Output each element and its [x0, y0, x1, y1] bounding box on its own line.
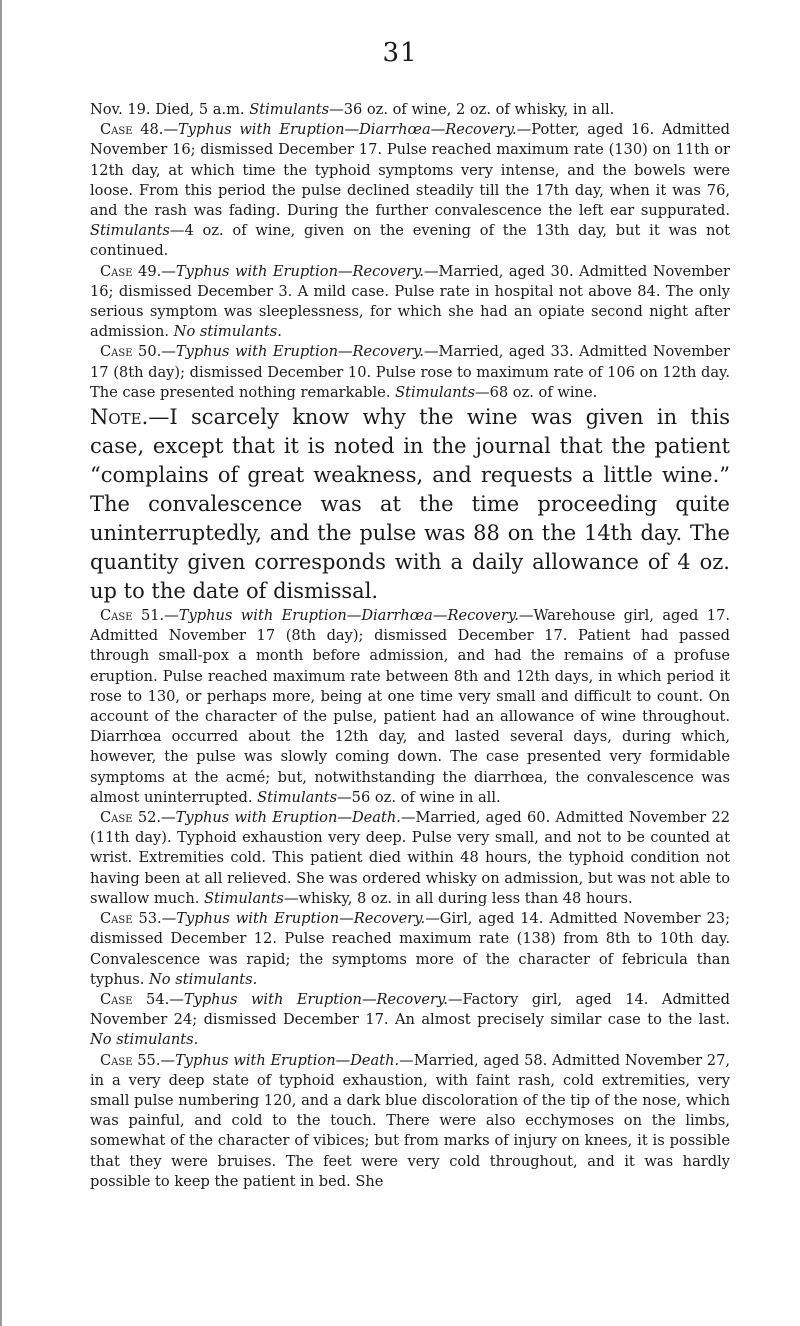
case-55 — [90, 1051, 730, 1192]
note-paragraph — [90, 403, 730, 606]
case-number: Case 53. — [100, 910, 162, 928]
case-number: Case 50. — [100, 343, 162, 361]
stimulants-label: No stimulants. — [173, 323, 282, 341]
case-text: —Potter, aged 16. Admitted November 16; dismissed December 17. Pulse reached maximum rate (130) on 11th or 12th day, at which time the typhoid symptoms very intense, and the bowels were loose. From this period the pulse declined steadily till the 17th day, when it was 76, and the rash was fading. During the further convalescence the left ear suppurated. — [90, 121, 730, 220]
note-label: Note. — [90, 405, 149, 430]
entry-nov-19 — [90, 100, 730, 120]
case-title: —Typhus with Eruption—Diarrhœa—Recovery. — [163, 121, 517, 139]
stimulants-label: Stimulants — [90, 222, 170, 240]
stimulants-label: Stimulants — [257, 788, 338, 806]
case-number: Case 48. — [100, 121, 164, 139]
case-text: —Factory girl, aged 14. Admitted November 24; dismissed December 17. An almost precisely similar case to the last. — [90, 990, 730, 1029]
case-text: —Married, aged 60. Admitted November 22 (11th day). Typhoid exhaustion very deep. Pulse very small, and not to be counted at wrist. Extremities cold. This patient died within 48 hours, the typhoid condition not having been at all relieved. She was ordered whisky on admission, but was not able to swallow much. — [90, 809, 731, 907]
page-number: 31 — [382, 38, 418, 68]
case-51 — [90, 606, 730, 808]
stimulants-text: —36 oz. of wine, 2 oz. of whisky, in all. — [329, 101, 615, 118]
stimulants-label: No stimulants. — [149, 970, 258, 988]
case-title: —Typhus with Eruption—Recovery. — [161, 910, 426, 928]
case-50 — [90, 342, 730, 403]
stimulants-text: —56 oz. of wine in all. — [337, 788, 501, 806]
note-text: —I scarcely know why the wine was given in this case, except that it is noted in the journal that the patient “complains of great weakness, and requests a little wine.” The convalescence was at the time proceeding quite uninterruptedly, and the pulse was 88 on the 14th day. The quantity given corresponds with a daily allowance of 4 oz. up to the date of dismissal. — [90, 405, 730, 604]
stimulants-label: Stimulants — [204, 889, 284, 907]
case-text: —Married, aged 58. Admitted November 27, in a very deep state of typhoid exhaustion, with faint rash, cold extremities, very small pulse numbering 120, and a dark blue discoloration of the tip of the nose, which was painful, and cold to the touch. There were also ecchymoses on the limbs, somewhat of the character of vibices; but from marks of injury on knees, it is possible that they were bruises. The feet were very cold throughout, and it was hardly possible to keep the patient in bed. She — [90, 1051, 730, 1190]
case-title: —Typhus with Eruption—Recovery. — [161, 343, 424, 361]
stimulants-text: —whisky, 8 oz. in all during less than 48 hours. — [283, 889, 633, 907]
case-54 — [90, 990, 730, 1051]
case-title: —Typhus with Eruption—Recovery. — [161, 262, 424, 280]
case-number: Case 51. — [100, 607, 165, 625]
case-text: —Married, aged 30. Admitted November 16; dismissed December 3. A mild case. Pulse rate in hospital not above 84. The only serious symptom was sleeplessness, for which she had an opiate second night after admission. — [90, 262, 730, 341]
stimulants-label: No stimulants. — [90, 1031, 199, 1049]
case-title: —Typhus with Eruption—Death. — [160, 1051, 400, 1069]
case-number: Case 55. — [100, 1051, 161, 1069]
case-text: —Warehouse girl, aged 17. Admitted November 17 (8th day); dismissed December 17. Patient had passed through small-pox a month before admission, and had the remains of a profuse eruption. Pulse reached maximum rate between 8th and 12th days, in which period it rose to 130, or perhaps more, being at one time very small and difficult to count. On account of the character of the pulse, patient had an allowance of wine throughout. Diarrhœa occurred about the 12th day, and lasted several days, during which, however, the pulse was slowly coming down. The case presented very formidable symptoms at the acmé; but, notwithstanding the diarrhœa, the convalescence was almost uninterrupted. — [90, 607, 730, 806]
case-title: —Typhus with Eruption—Death. — [161, 809, 401, 827]
page-body — [90, 100, 730, 1192]
scan-edge — [0, 0, 2, 1326]
entry-text: Nov. 19. Died, 5 a.m. — [90, 101, 250, 118]
case-title: —Typhus with Eruption—Recovery. — [169, 990, 448, 1008]
case-48 — [90, 120, 730, 261]
case-53 — [90, 909, 730, 990]
case-49 — [90, 262, 730, 343]
case-number: Case 52. — [100, 809, 162, 827]
case-number: Case 54. — [100, 990, 170, 1008]
stimulants-label: Stimulants — [249, 101, 330, 118]
case-text: —Girl, aged 14. Admitted November 23; dismissed December 12. Pulse reached maximum rate (138) from 8th to 10th day. Convalescence was rapid; the symptoms more of the character of febricula than typhus. — [90, 910, 730, 988]
case-number: Case 49. — [100, 262, 162, 280]
case-52 — [90, 808, 730, 909]
stimulants-text: —68 oz. of wine. — [475, 383, 598, 401]
case-title: —Typhus with Eruption—Diarrhœa—Recovery. — [164, 607, 519, 625]
case-text: —Married, aged 33. Admitted November 17 (8th day); dismissed December 10. Pulse rose to maximum rate of 106 on 12th day. The case presented nothing remarkable. — [90, 343, 730, 401]
stimulants-label: Stimulants — [395, 383, 475, 401]
stimulants-text: —4 oz. of wine, given on the evening of the 13th day, but it was not continued. — [90, 222, 730, 260]
